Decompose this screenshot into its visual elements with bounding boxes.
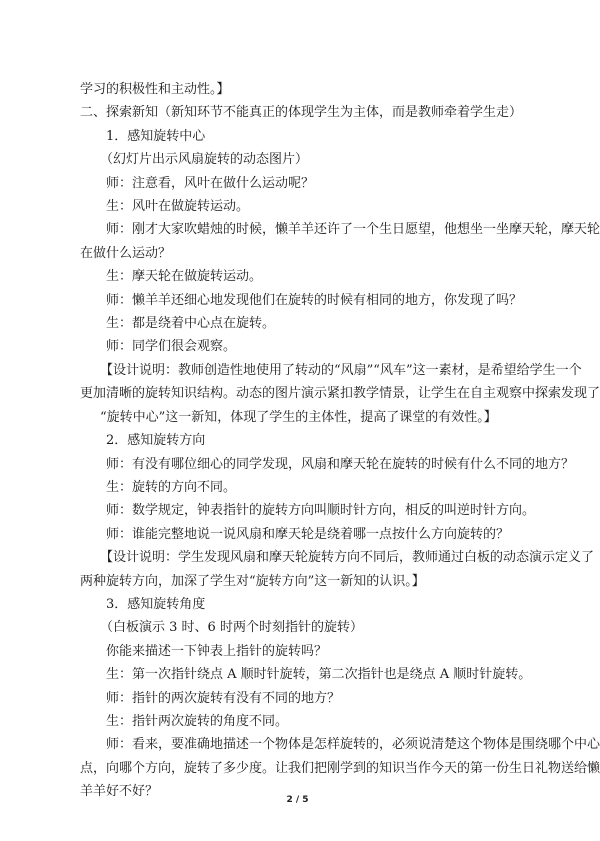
dialogue-line: 师：同学们很会观察。 bbox=[106, 339, 237, 355]
dialogue-line: 生：都是绕着中心点在旋转。 bbox=[106, 316, 276, 332]
dialogue-line: 师：看来，要准确地描述一个物体是怎样旋转的，必须说清楚这个物体是围绕哪个中心 bbox=[106, 737, 600, 753]
dialogue-line: 生：指针两次旋转的角度不同。 bbox=[106, 713, 289, 729]
dialogue-line: 你能来描述一下钟表上指针的旋转吗？ bbox=[106, 643, 328, 659]
dialogue-line: 师：注意看，风叶在做什么运动呢？ bbox=[106, 175, 315, 191]
dialogue-line-continued: 羊羊好不好？ bbox=[80, 784, 159, 800]
dialogue-line: 生：摩天轮在做旋转运动。 bbox=[106, 269, 263, 285]
design-note: 【设计说明：教师创造性地使用了转动的“风扇”“风车”这一素材，是希望给学生一个 bbox=[100, 362, 582, 378]
design-note-continued: 更加清晰的旋转知识结构。动态的图片演示紧扣教学情景，让学生在自主观察中探索发现了 bbox=[80, 386, 600, 402]
dialogue-line: 师：有没有哪位细心的同学发现，风扇和摩天轮在旋转的时候有什么不同的地方？ bbox=[106, 456, 575, 472]
stage-direction: （幻灯片出示风扇旋转的动态图片） bbox=[100, 152, 309, 168]
document-body bbox=[80, 78, 600, 804]
dialogue-line: 师：数学规定，钟表指针的旋转方向叫顺时针方向，相反的叫逆时针方向。 bbox=[106, 503, 536, 519]
subsection-heading: 2．感知旋转方向 bbox=[106, 433, 206, 449]
design-note-continued: 两种旋转方向，加深了学生对“旋转方向”这一新知的认识。】 bbox=[80, 573, 425, 589]
section-heading: 二、探索新知（新知环节不能真正的体现学生为主体，而是教师牵着学生走） bbox=[80, 105, 523, 121]
dialogue-line: 师：谁能完整地说一说风扇和摩天轮是绕着哪一点按什么方向旋转的？ bbox=[106, 526, 510, 542]
dialogue-line-continued: 在做什么运动？ bbox=[80, 245, 172, 261]
dialogue-line: 师：指针的两次旋转有没有不同的地方？ bbox=[106, 690, 341, 706]
dialogue-line: 生：旋转的方向不同。 bbox=[106, 479, 237, 495]
subsection-heading: 3．感知旋转角度 bbox=[106, 596, 206, 612]
stage-direction: （白板演示 3 时、6 时两个时刻指针的旋转） bbox=[100, 620, 363, 636]
design-note-continued: “旋转中心”这一新知，体现了学生的主体性，提高了课堂的有效性。】 bbox=[100, 409, 497, 425]
page-number: 2 / 5 bbox=[286, 795, 309, 805]
dialogue-line: 生：第一次指针绕点 A 顺时针旋转，第二次指针也是绕点 A 顺时针旋转。 bbox=[106, 667, 532, 683]
paragraph-line: 学习的积极性和主动性。】 bbox=[80, 82, 230, 97]
dialogue-line: 师：刚才大家吹蜡烛的时候，懒羊羊还许了一个生日愿望，他想坐一坐摩天轮，摩天轮 bbox=[106, 222, 600, 238]
dialogue-line-continued: 点，向哪个方向，旋转了多少度。让我们把刚学到的知识当作今天的第一份生日礼物送给懒 bbox=[80, 760, 600, 776]
dialogue-line: 师：懒羊羊还细心地发现他们在旋转的时候有相同的地方，你发现了吗？ bbox=[106, 292, 523, 308]
subsection-heading: 1．感知旋转中心 bbox=[106, 128, 206, 144]
dialogue-line: 生：风叶在做旋转运动。 bbox=[106, 199, 250, 215]
design-note: 【设计说明：学生发现风扇和摩天轮旋转方向不同后，教师通过白板的动态演示定义了 bbox=[100, 550, 595, 566]
